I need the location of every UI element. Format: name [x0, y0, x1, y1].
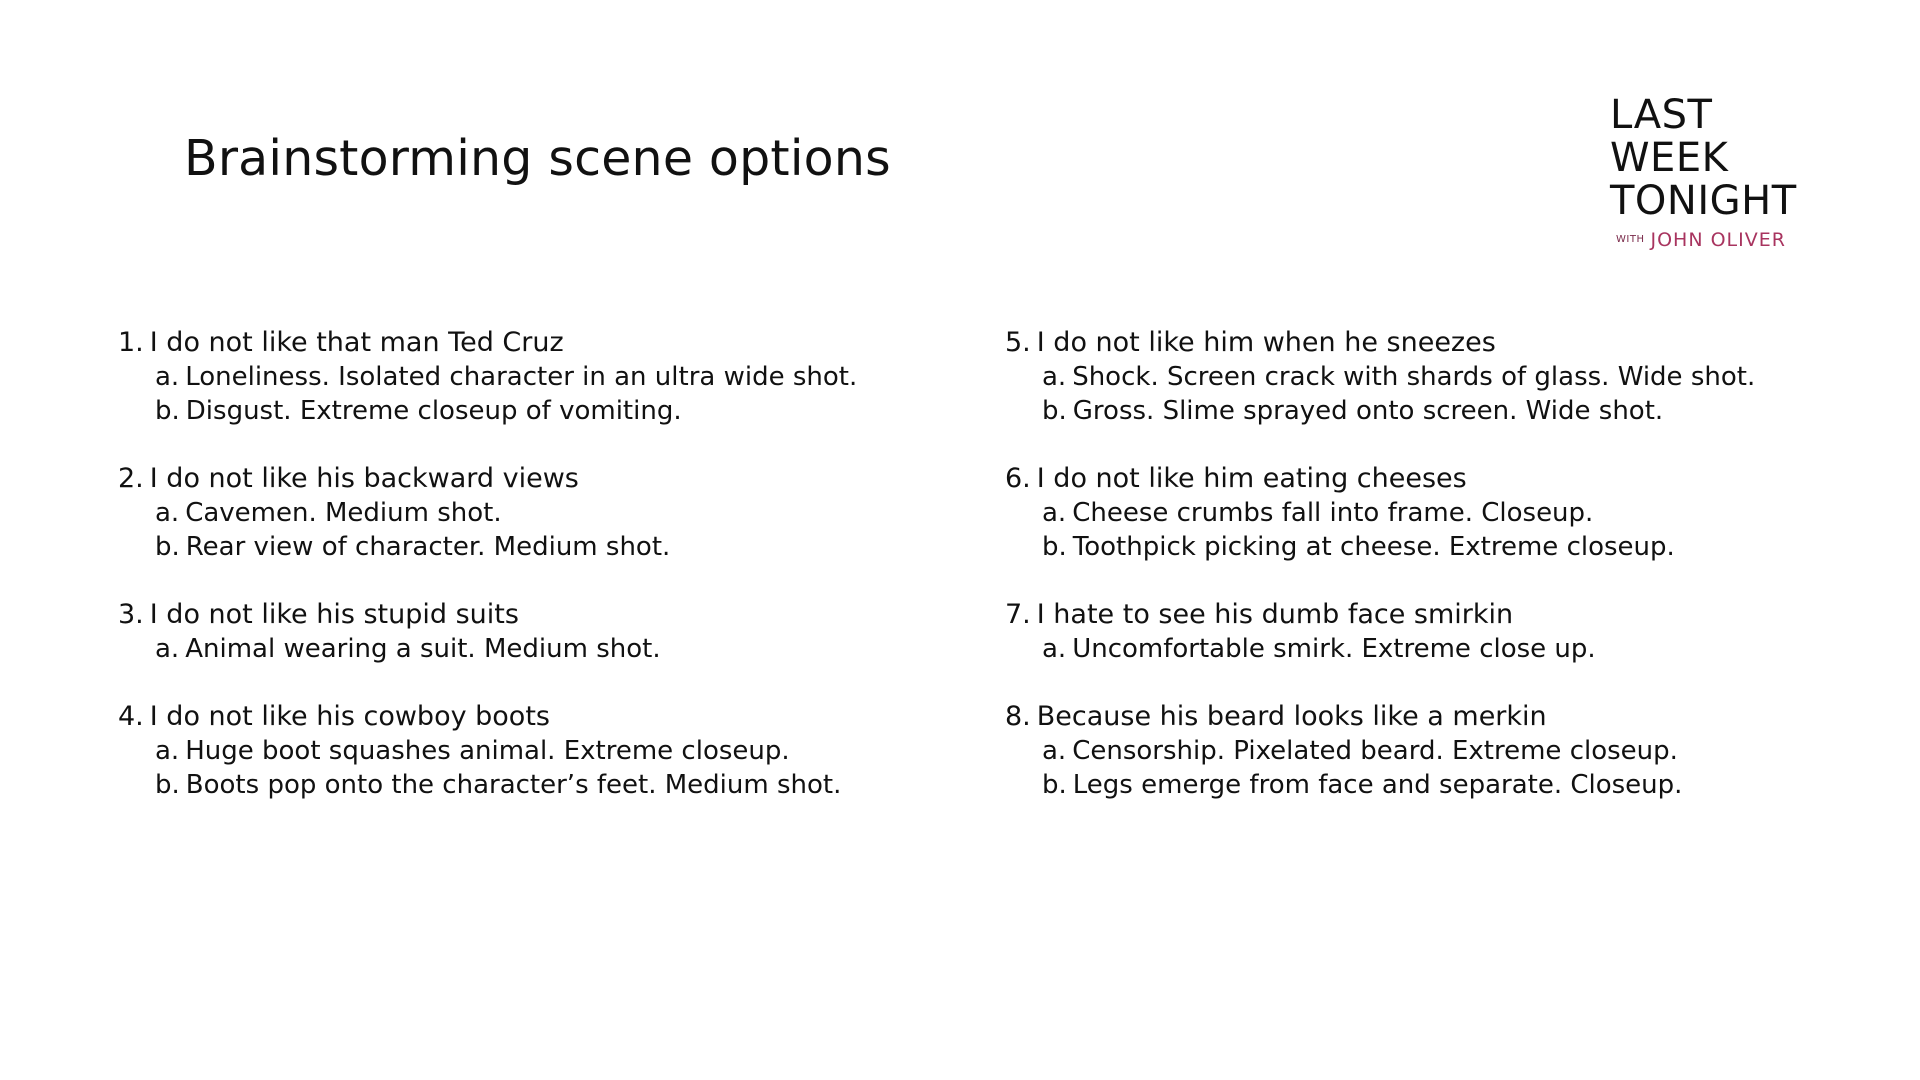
- sub-option: [118, 734, 918, 768]
- sub-option: [118, 360, 918, 394]
- item-number: 4.: [118, 701, 144, 732]
- sub-option-text: Animal wearing a suit. Medium shot.: [185, 634, 661, 664]
- list-item: [1005, 700, 1805, 802]
- sub-option-text: Disgust. Extreme closeup of vomiting.: [185, 396, 682, 426]
- sub-option: [118, 394, 918, 428]
- sub-option-letter: a.: [1042, 634, 1067, 664]
- sub-option-text: Cheese crumbs fall into frame. Closeup.: [1072, 498, 1594, 528]
- list-item: [118, 700, 918, 802]
- item-heading-text: I do not like that man Ted Cruz: [149, 327, 564, 358]
- logo-with: WITH: [1616, 234, 1645, 245]
- right-column: [1005, 326, 1805, 836]
- sub-option-letter: b.: [155, 532, 180, 562]
- slide-title: Brainstorming scene options: [184, 130, 891, 187]
- sub-option-letter: b.: [1042, 396, 1067, 426]
- item-number: 5.: [1005, 327, 1031, 358]
- sub-option-text: Shock. Screen crack with shards of glass. Wide shot.: [1072, 362, 1756, 392]
- item-heading: [1005, 326, 1805, 360]
- item-heading: [118, 598, 918, 632]
- sub-option-text: Huge boot squashes animal. Extreme closeup.: [185, 736, 790, 766]
- logo-host-name: JOHN OLIVER: [1650, 229, 1786, 251]
- item-heading-text: I do not like him when he sneezes: [1036, 327, 1496, 358]
- logo-subline: [1616, 229, 1840, 251]
- sub-option: [1005, 734, 1805, 768]
- sub-option-letter: b.: [155, 396, 180, 426]
- sub-option: [118, 496, 918, 530]
- sub-option-letter: a.: [1042, 736, 1067, 766]
- item-heading-text: I do not like him eating cheeses: [1036, 463, 1467, 494]
- sub-option-text: Gross. Slime sprayed onto screen. Wide shot.: [1072, 396, 1664, 426]
- sub-option-text: Censorship. Pixelated beard. Extreme closeup.: [1072, 736, 1678, 766]
- item-heading: [1005, 462, 1805, 496]
- item-heading: [118, 326, 918, 360]
- sub-option-text: Uncomfortable smirk. Extreme close up.: [1072, 634, 1596, 664]
- sub-option-letter: b.: [1042, 770, 1067, 800]
- logo-line-last: LAST: [1610, 92, 1713, 138]
- list-item: [118, 462, 918, 564]
- item-heading-text: I do not like his cowboy boots: [149, 701, 550, 732]
- item-heading-text: I hate to see his dumb face smirkin: [1036, 599, 1514, 630]
- sub-option-text: Legs emerge from face and separate. Closeup.: [1072, 770, 1683, 800]
- list-item: [1005, 326, 1805, 428]
- sub-option-letter: b.: [155, 770, 180, 800]
- item-number: 3.: [118, 599, 144, 630]
- logo-line-tonight: TONIGHT: [1610, 178, 1797, 224]
- sub-option-letter: a.: [155, 634, 180, 664]
- sub-option-text: Boots pop onto the character’s feet. Medium shot.: [185, 770, 842, 800]
- sub-option-letter: b.: [1042, 532, 1067, 562]
- sub-option: [1005, 360, 1805, 394]
- sub-option: [118, 530, 918, 564]
- left-column: [118, 326, 918, 836]
- item-number: 6.: [1005, 463, 1031, 494]
- item-number: 7.: [1005, 599, 1031, 630]
- item-heading: [118, 462, 918, 496]
- sub-option: [1005, 530, 1805, 564]
- sub-option-letter: a.: [155, 736, 180, 766]
- sub-option: [1005, 768, 1805, 802]
- sub-option-letter: a.: [155, 498, 180, 528]
- sub-option-text: Cavemen. Medium shot.: [185, 498, 502, 528]
- logo-line-week: WEEK: [1610, 135, 1729, 181]
- item-heading: [1005, 700, 1805, 734]
- item-number: 1.: [118, 327, 144, 358]
- sub-option: [1005, 394, 1805, 428]
- show-logo: [1610, 94, 1840, 254]
- sub-option-text: Loneliness. Isolated character in an ultra wide shot.: [185, 362, 858, 392]
- sub-option-letter: a.: [155, 362, 180, 392]
- sub-option-text: Rear view of character. Medium shot.: [185, 532, 671, 562]
- list-item: [118, 598, 918, 666]
- item-heading-text: I do not like his stupid suits: [149, 599, 519, 630]
- item-number: 8.: [1005, 701, 1031, 732]
- item-heading-text: I do not like his backward views: [149, 463, 579, 494]
- sub-option: [1005, 496, 1805, 530]
- sub-option: [118, 632, 918, 666]
- sub-option-letter: a.: [1042, 362, 1067, 392]
- list-item: [1005, 598, 1805, 666]
- sub-option: [1005, 632, 1805, 666]
- item-number: 2.: [118, 463, 144, 494]
- sub-option-text: Toothpick picking at cheese. Extreme closeup.: [1072, 532, 1675, 562]
- item-heading: [118, 700, 918, 734]
- list-item: [118, 326, 918, 428]
- list-item: [1005, 462, 1805, 564]
- item-heading: [1005, 598, 1805, 632]
- sub-option-letter: a.: [1042, 498, 1067, 528]
- item-heading-text: Because his beard looks like a merkin: [1036, 701, 1547, 732]
- sub-option: [118, 768, 918, 802]
